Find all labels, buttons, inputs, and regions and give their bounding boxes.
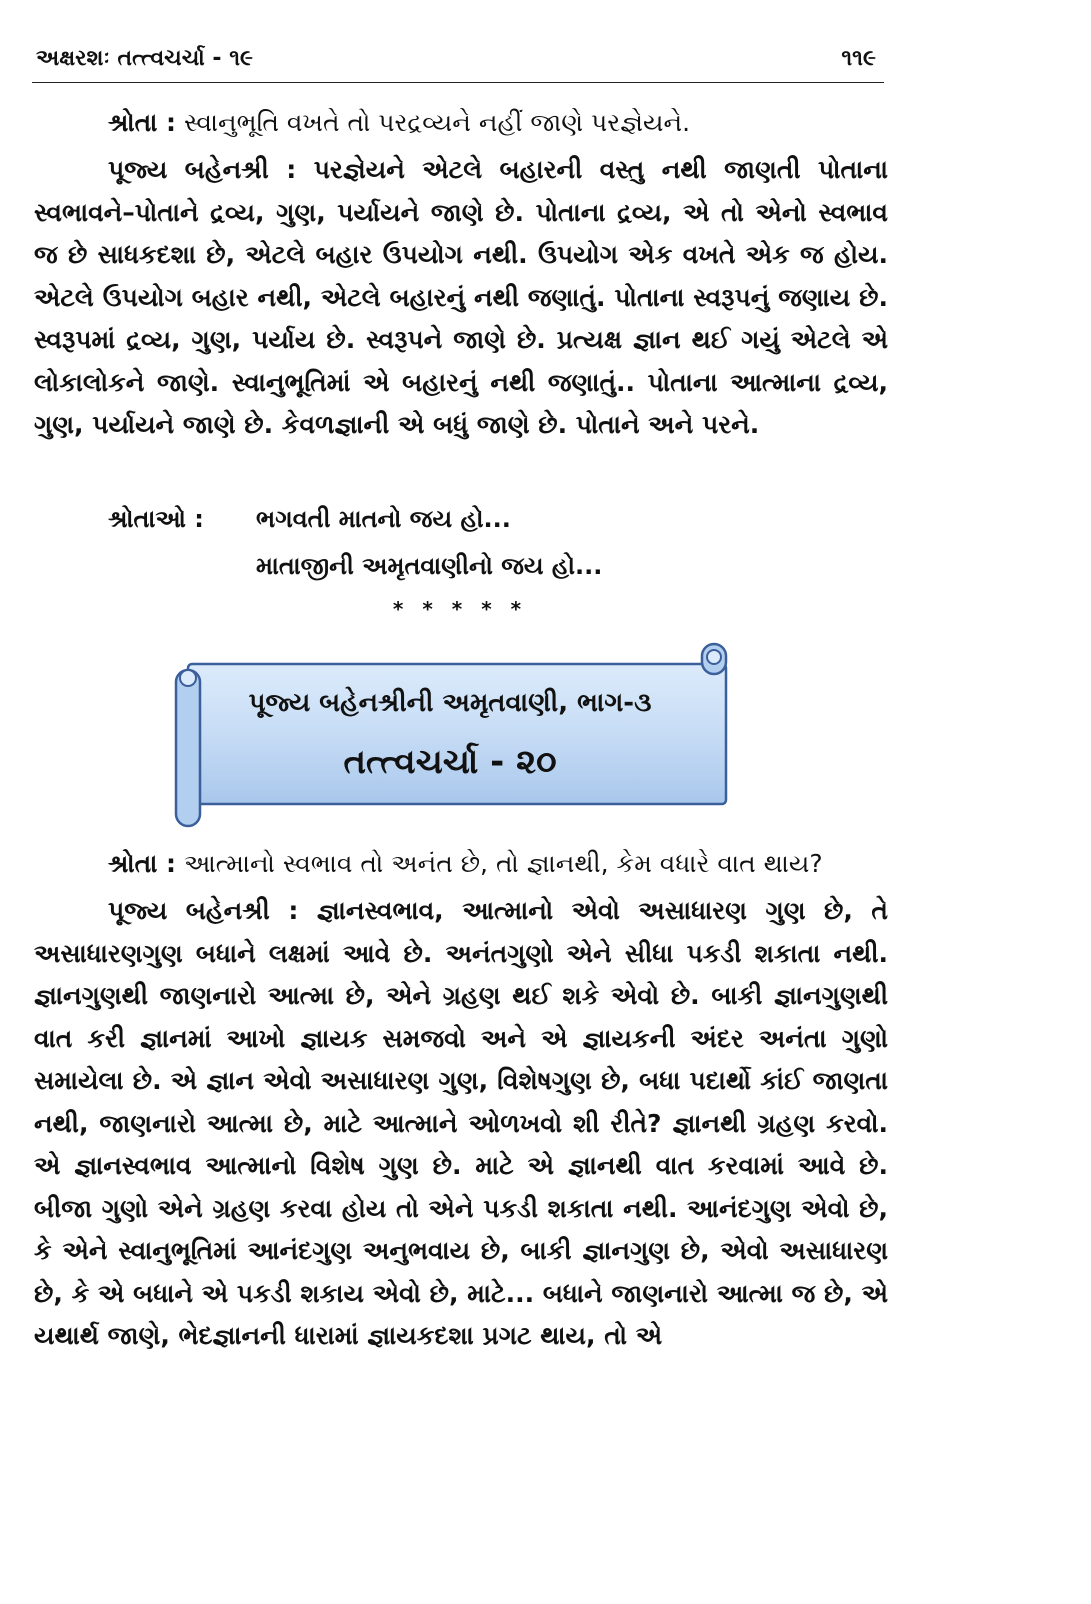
banner-title: તત્ત્વચર્ચા - ૨૦	[343, 742, 557, 782]
banner-subtitle: પૂજ્ય બહેનશ્રીની અમૃતવાણી, ભાગ-૩	[248, 688, 652, 718]
scroll-banner-shape	[170, 640, 730, 830]
page-header	[32, 42, 884, 83]
question-text: આત્માનો સ્વભાવ તો અનંત છે, તો જ્ઞાનથી, કેમ વધારે વાત થાય?	[183, 849, 823, 878]
running-title: અક્ષરશઃ તત્ત્વચર્ચા - ૧૯	[36, 46, 254, 71]
answer-speaker: પૂજ્ય બહેનશ્રી :	[108, 896, 299, 925]
answer-text: જ્ઞાનસ્વભાવ, આત્માનો એવો અસાધારણ ગુણ છે, તે અસાધારણગુણ બધાને લક્ષમાં આવે છે. અનંતગુણો એને સીધા પકડી શકાતા નથી. જ્ઞાનગુણથી જાણનારો આત્મા છે, એને ગ્રહણ થઈ શકે એવો છે. બાકી જ્ઞાનગુણથી વાત કરી જ્ઞાનમાં આખો જ્ઞાયક સમજવો અને એ જ્ઞાયકની અંદર અનંતા ગુણો સમાયેલા છે. એ જ્ઞાન એવો અસાધારણ ગુણ, વિશેષગુણ છે, બધા પદાર્થો કાંઈ જાણતા નથી, જાણનારો આત્મા છે, માટે આત્માને ઓળખવો શી રીતે? જ્ઞાનથી ગ્રહણ કરવો. એ જ્ઞાનસ્વભાવ આત્માનો વિશેષ ગુણ છે. માટે એ જ્ઞાનથી વાત કરવામાં આવે છે. બીજા ગુણો એને ગ્રહણ કરવા હોય તો એને પકડી શકાતા નથી. આનંદગુણ એવો છે, કે એને સ્વાનુભૂતિમાં આનંદગુણ અનુભવાય છે, બાકી જ્ઞાનગુણ છે, એવો અસાધારણ છે, કે એ બધાને એ પકડી શકાય એવો છે, માટે... બધાને જાણનારો આત્મા જ છે, એ યથાર્થ જાણે, ભેદજ્ઞાનની ધારામાં જ્ઞાયકદશા પ્રગટ થાય, તો એ	[34, 896, 888, 1350]
question-speaker: શ્રોતા :	[108, 849, 177, 878]
chant-line: માતાજીની અમૃતવાણીનો જય હો...	[256, 552, 603, 580]
answer-speaker: પૂજ્ય બહેનશ્રી :	[108, 155, 297, 184]
page-number: ૧૧૯	[841, 46, 876, 71]
question-text: સ્વાનુભૂતિ વખતે તો પરદ્રવ્યને નહીં જાણે પરજ્ઞેયને.	[183, 108, 691, 137]
answer-1	[34, 149, 888, 447]
answer-text: પરજ્ઞેયને એટલે બહારની વસ્તુ નથી જાણતી પોતાના સ્વભાવને–પોતાને દ્રવ્ય, ગુણ, પર્યાયને જાણે છે. પોતાના દ્રવ્ય, એ તો એનો સ્વભાવ જ છે સાધકદશા છે, એટલે બહાર ઉપયોગ નથી. ઉપયોગ એક વખતે એક જ હોય. એટલે ઉપયોગ બહાર નથી, એટલે બહારનું નથી જણાતું. પોતાના સ્વરૂપનું જણાય છે. સ્વરૂપમાં દ્રવ્ય, ગુણ, પર્યાય છે. સ્વરૂપને જાણે છે. પ્રત્યક્ષ જ્ઞાન થઈ ગયું એટલે એ લોકાલોકને જાણે. સ્વાનુભૂતિમાં એ બહારનું નથી જણાતું.. પોતાના આત્માના દ્રવ્ય, ગુણ, પર્યાયને જાણે છે. કેવળજ્ઞાની એ બધું જાણે છે. પોતાને અને પરને.	[34, 155, 888, 439]
question-2	[108, 847, 823, 881]
answer-2	[34, 890, 888, 1358]
question-speaker: શ્રોતા :	[108, 108, 177, 137]
chant-line: ભગવતી માતનો જય હો...	[256, 505, 511, 533]
section-separator: * * * * *	[392, 597, 528, 621]
chapter-banner	[170, 640, 730, 830]
question-1	[108, 106, 690, 140]
chant-speaker: શ્રોતાઓ :	[108, 505, 204, 533]
